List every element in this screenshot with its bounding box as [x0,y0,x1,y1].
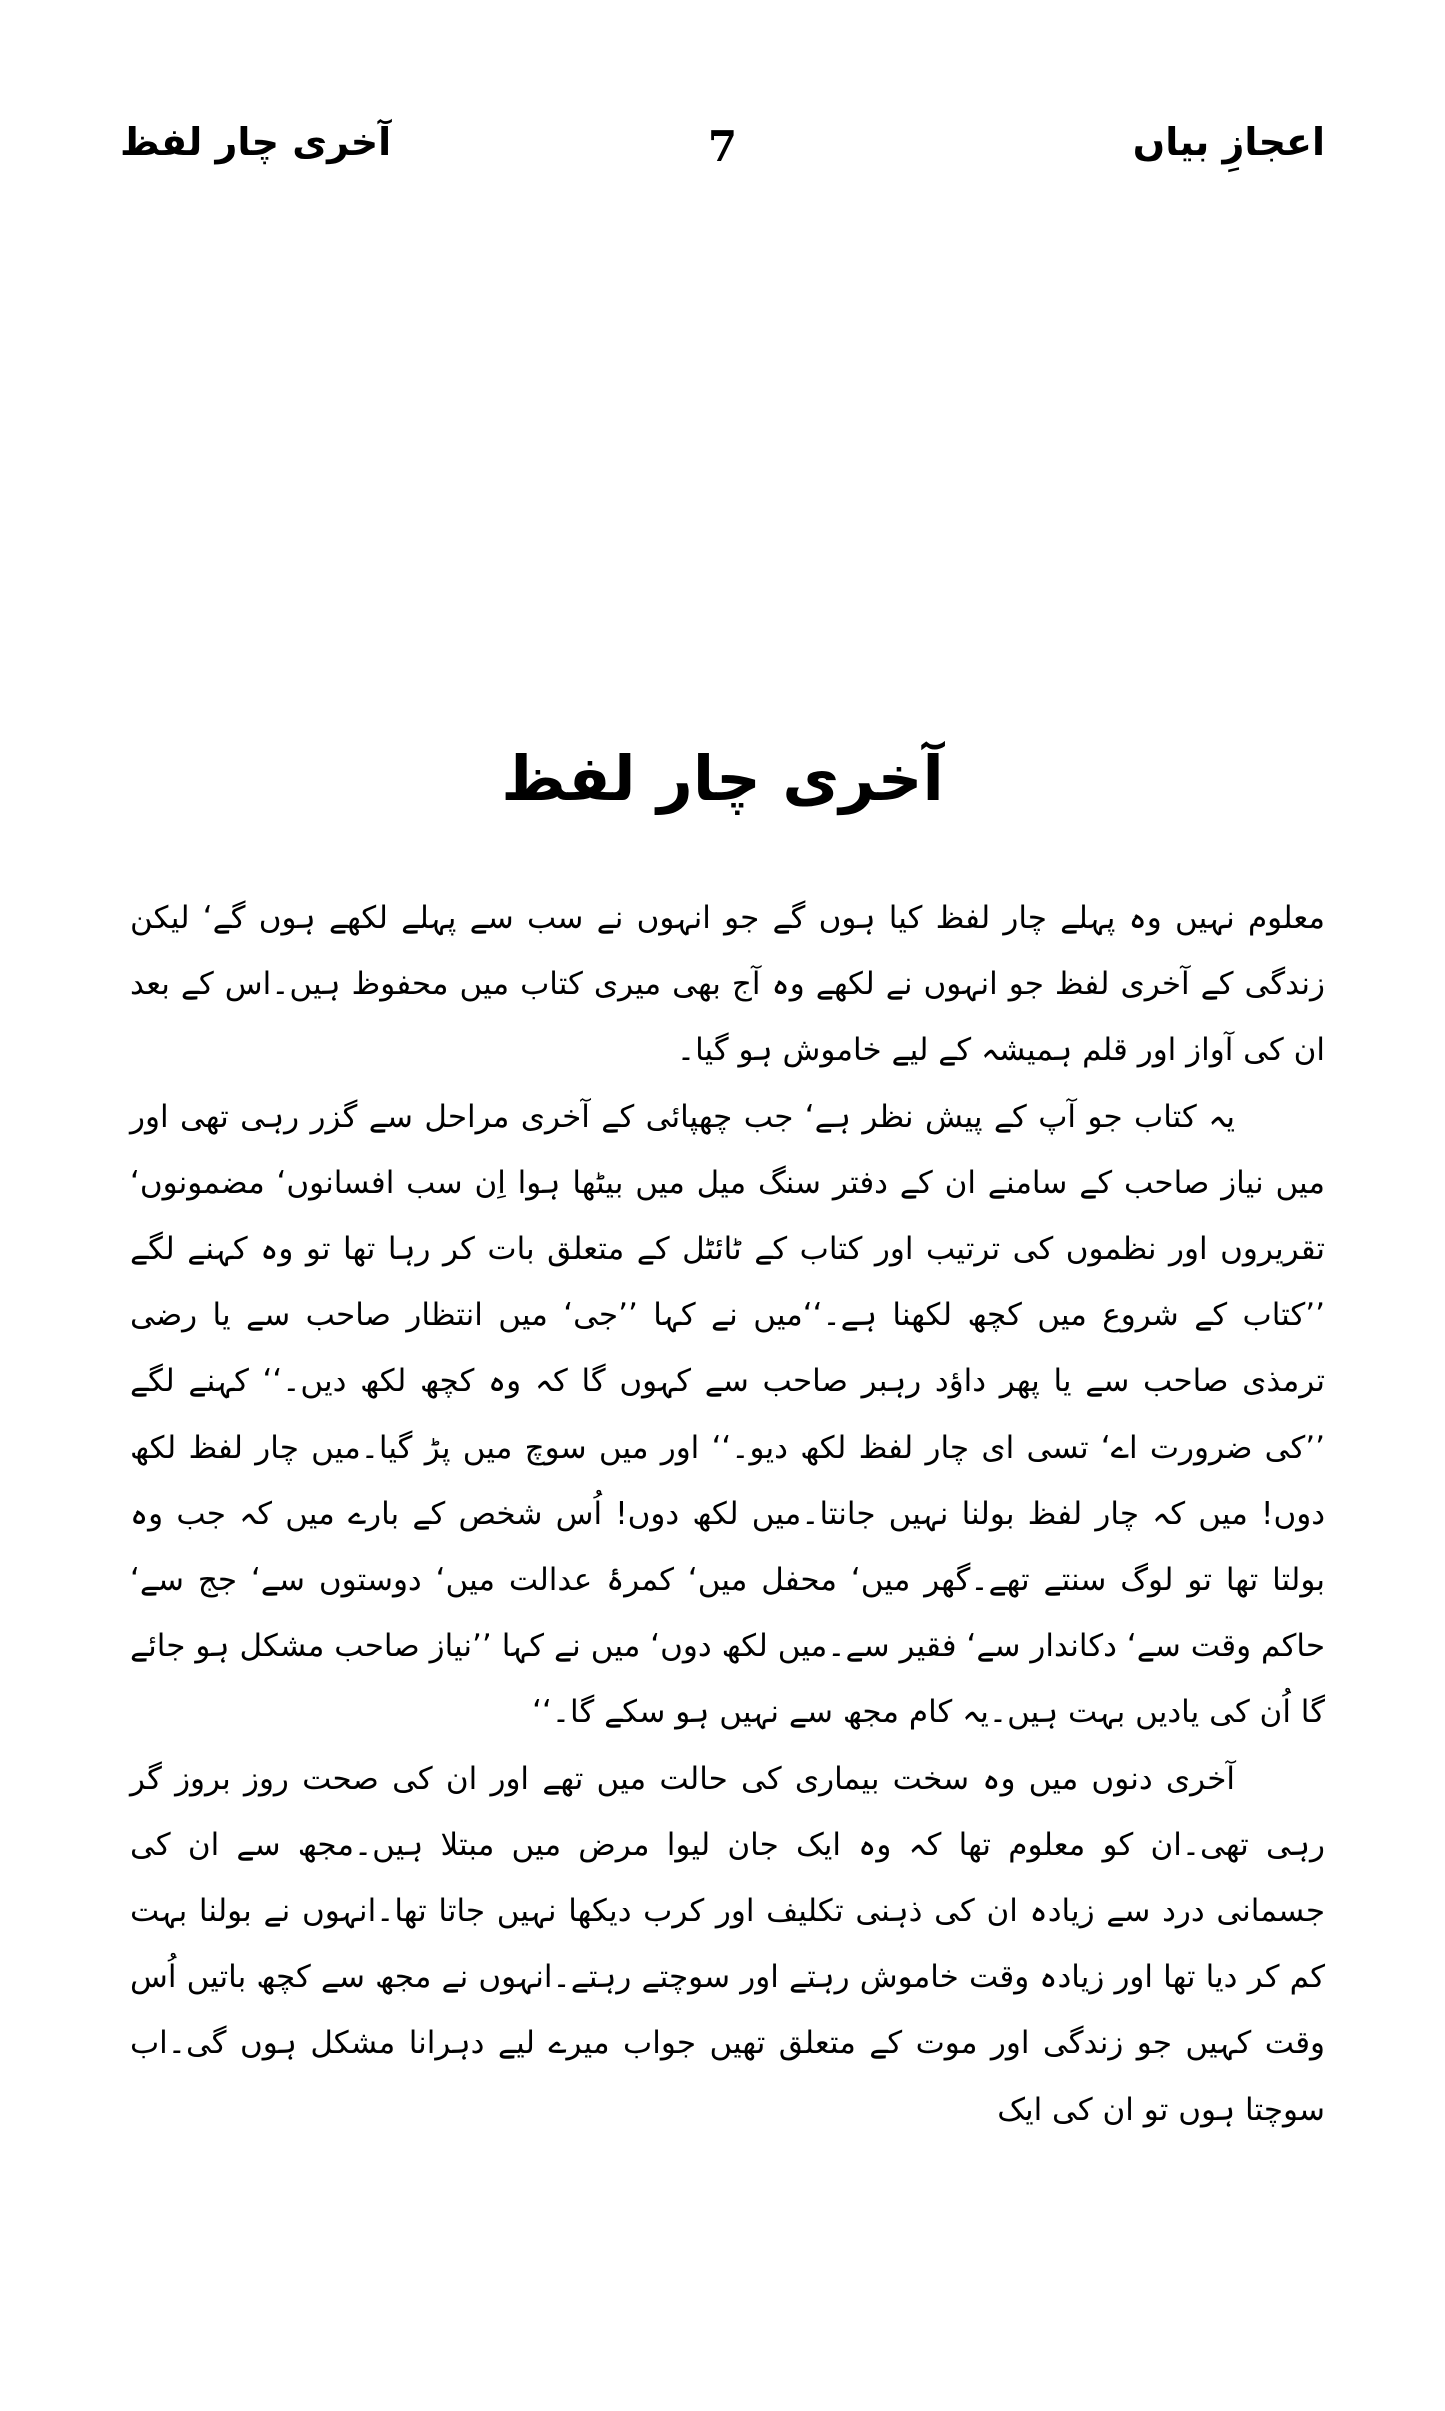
running-header [120,110,1325,190]
chapter-title: آخری چار لفظ [501,741,944,815]
paragraph: معلوم نہیں وہ پہلے چار لفظ کیا ہوں گے جو انہوں نے سب سے پہلے لکھے ہوں گے‘ لیکن زندگی کے آخری لفظ جو انہوں نے لکھے وہ آج بھی میری کتاب میں محفوظ ہیں۔اس کے بعد ان کی آواز اور قلم ہمیشہ کے لیے خاموش ہو گیا۔ [130,900,1325,1069]
book-running-title: اعجازِ بیاں [1132,120,1325,164]
chapter-body [130,885,1325,2143]
paragraph: آخری دنوں میں وہ سخت بیماری کی حالت میں تھے اور ان کی صحت روز بروز گر رہی تھی۔ان کو معلوم تھا کہ وہ ایک جان لیوا مرض میں مبتلا ہیں۔مجھ سے ان کی جسمانی درد سے زیادہ ان کی ذہنی تکلیف اور کرب دیکھا نہیں جاتا تھا۔انہوں نے بولنا بہت کم کر دیا تھا اور زیادہ وقت خاموش رہتے اور سوچتے رہتے۔انہوں نے مجھ سے کچھ باتیں اُس وقت کہیں جو زندگی اور موت کے متعلق تھیں جواب میرے لیے دہرانا مشکل ہوں گی۔اب سوچتا ہوں تو ان کی ایک [130,1760,1325,2128]
page-number: 7 [707,122,738,171]
paragraph: یہ کتاب جو آپ کے پیش نظر ہے‘ جب چھپائی کے آخری مراحل سے گزر رہی تھی اور میں نیاز صاحب کے سامنے ان کے دفتر سنگ میل میں بیٹھا ہوا اِن سب افسانوں‘ مضمونوں‘ تقریروں اور نظموں کی ترتیب اور کتاب کے ٹائٹل کے متعلق بات کر رہا تھا تو وہ کہنے لگے ’’کتاب کے شروع میں کچھ لکھنا ہے۔‘‘میں نے کہا ’’جی‘ میں انتظار صاحب سے یا رضی ترمذی صاحب سے یا پھر داؤد رہبر صاحب سے کہوں گا کہ وہ کچھ لکھ دیں۔‘‘ کہنے لگے ’’کی ضرورت اے‘ تسی ای چار لفظ لکھ دیو۔‘‘ اور میں سوچ میں پڑ گیا۔میں چار لفظ لکھ دوں! میں کہ چار لفظ بولنا نہیں جانتا۔میں لکھ دوں! اُس شخص کے بارے میں کہ جب وہ بولتا تھا تو لوگ سنتے تھے۔گھر میں‘ محفل میں‘ کمرۂ عدالت میں‘ دوستوں سے‘ جج سے‘ حاکم وقت سے‘ دکاندار سے‘ فقیر سے۔میں لکھ دوں‘ میں نے کہا ’’نیاز صاحب مشکل ہو جائے گا اُن کی یادیں بہت ہیں۔یہ کام مجھ سے نہیں ہو سکے گا۔‘‘ [130,1098,1325,1731]
chapter-running-title: آخری چار لفظ [120,120,392,164]
